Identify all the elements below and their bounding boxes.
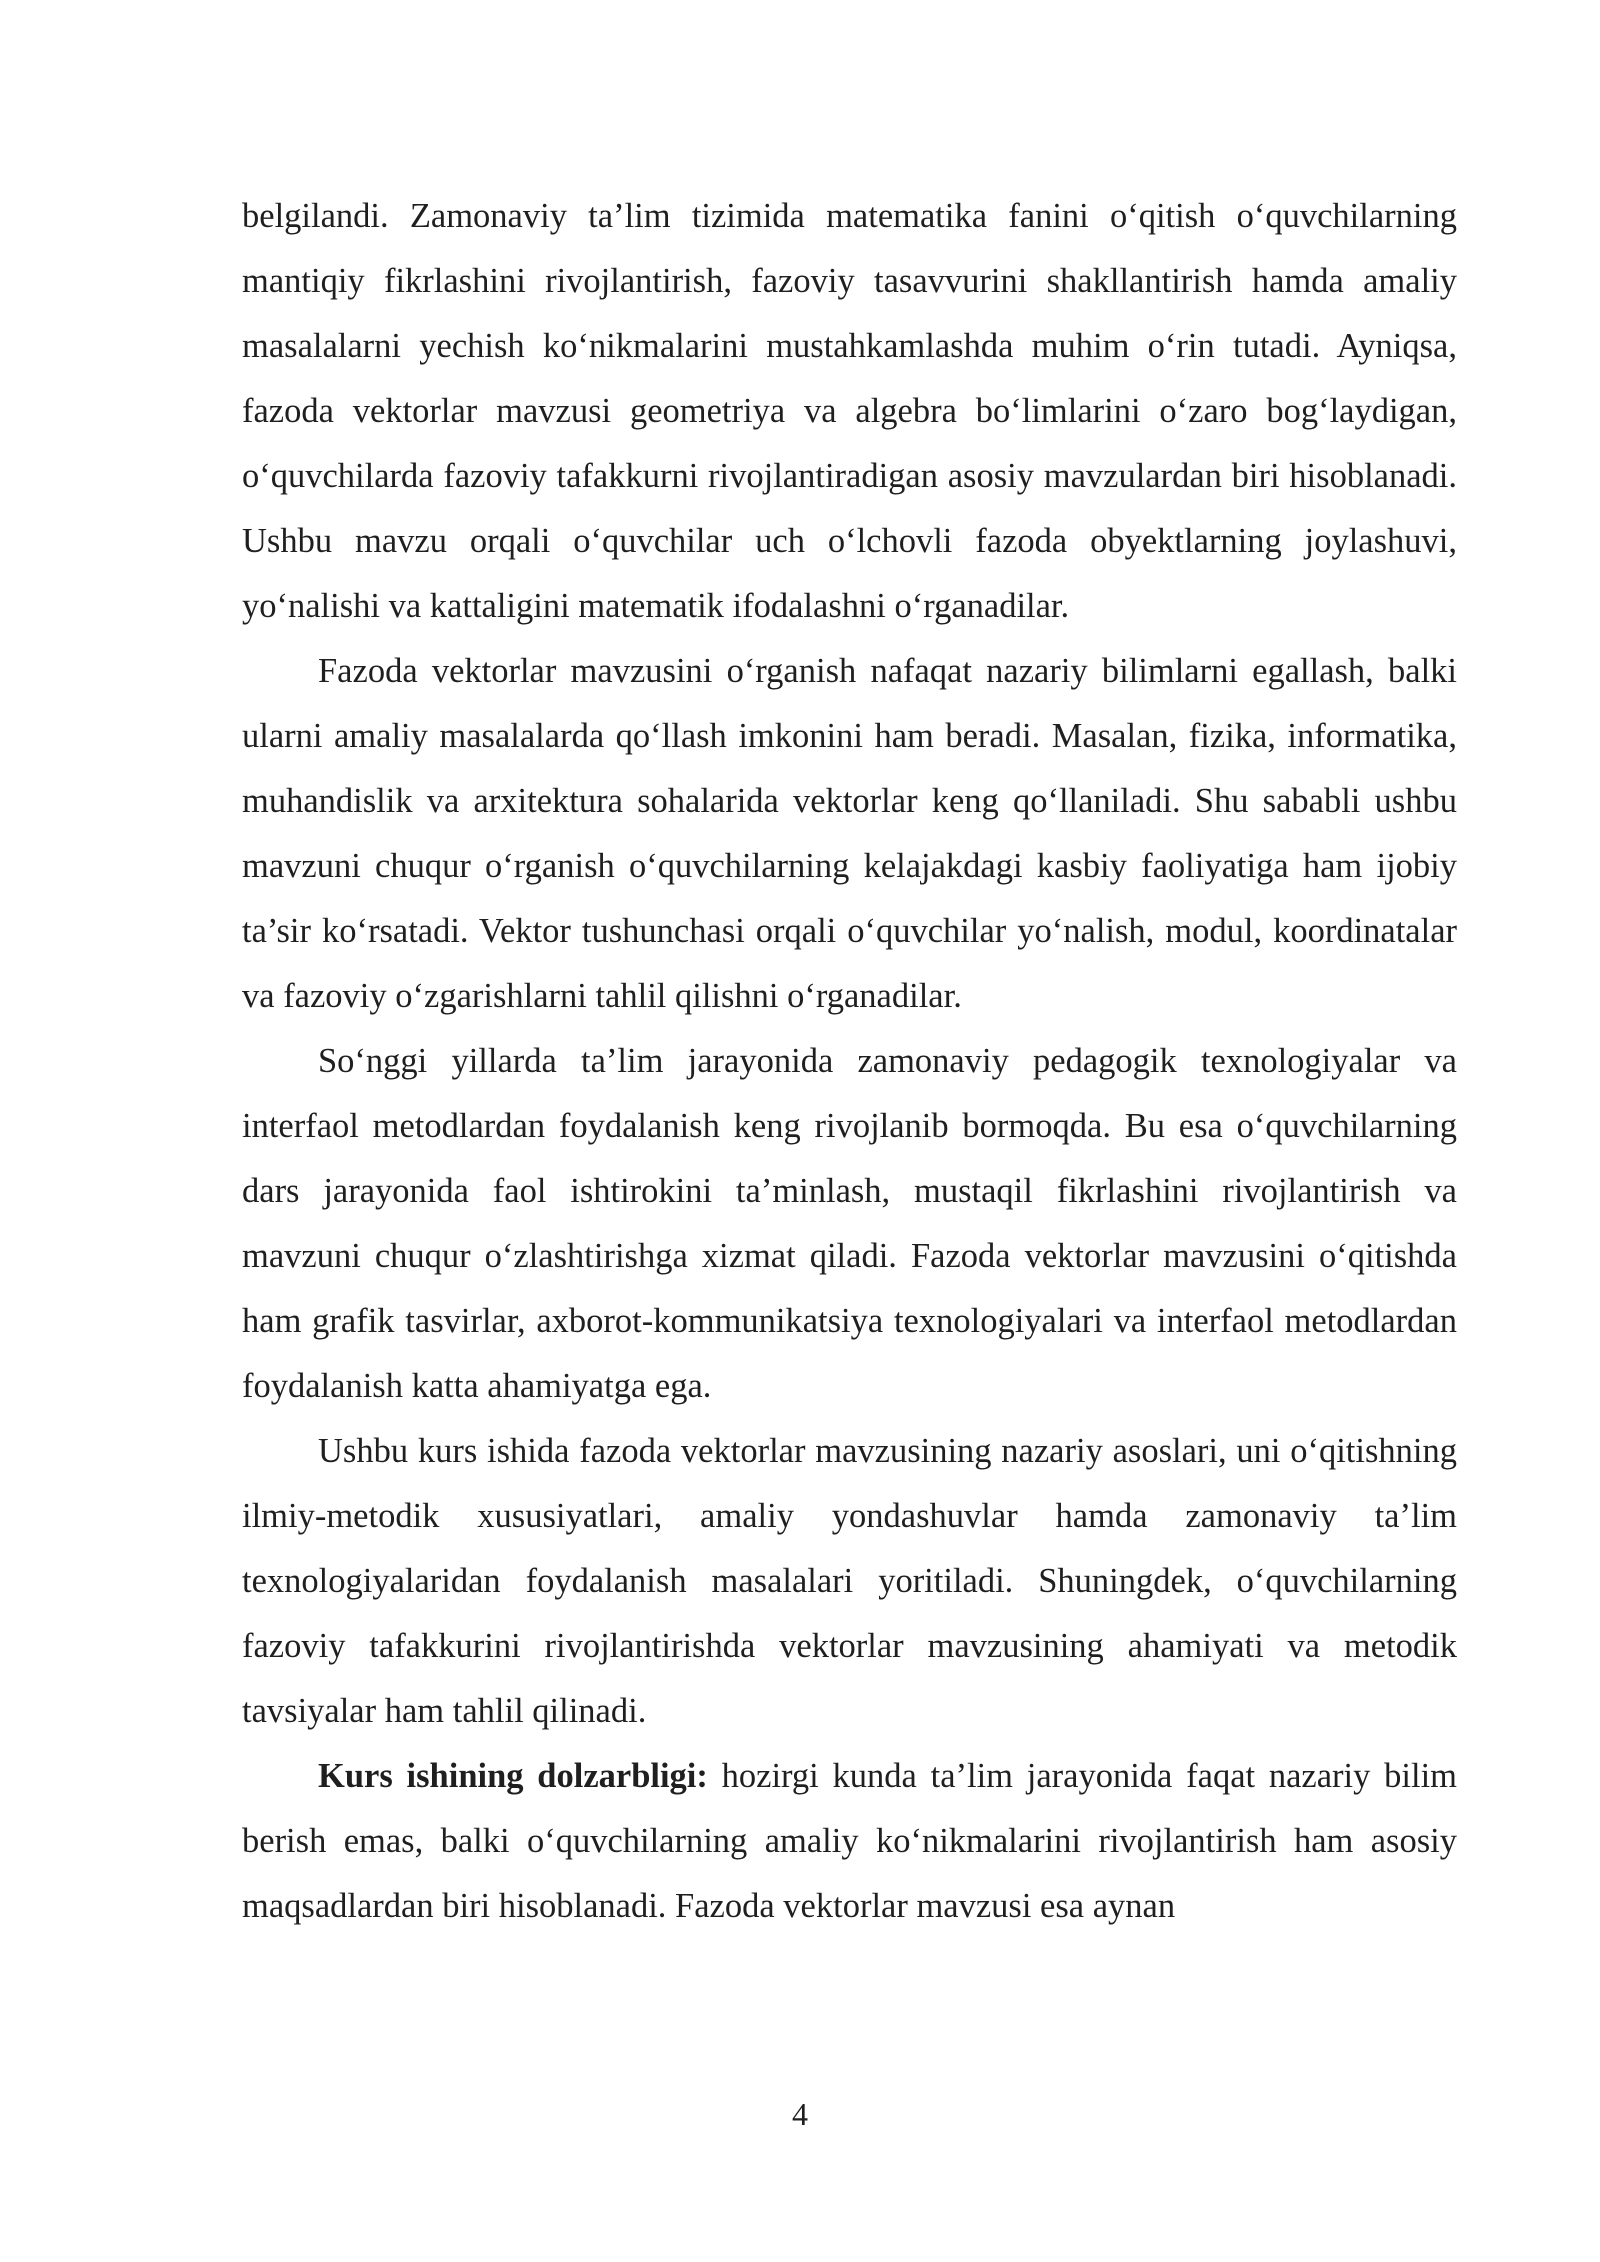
paragraph: Fazoda vektorlar mavzusini o‘rganish nafaqat nazariy bilimlarni egallash, balki ularni amaliy masalalarda qo‘llash imkonini ham beradi. Masalan, fizika, informatika, muhandislik va arxitektura sohalarida vektorlar keng qo‘llaniladi. Shu sababli ushbu mavzuni chuqur o‘rganish o‘quvchilarning kelajakdagi kasbiy faoliyatiga ham ijobiy ta’sir ko‘rsatadi. Vektor tushunchasi orqali o‘quvchilar yo‘nalish, modul, koordinatalar va fazoviy o‘zgarishlarni tahlil qilishni o‘rganadilar. bbox=[242, 652, 1457, 1015]
paragraph: Ushbu kurs ishida fazoda vektorlar mavzusining nazariy asoslari, uni o‘qitishning ilmiy-metodik xususiyatlari, amaliy yondashuvlar hamda zamonaviy ta’lim texnologiyalaridan foydalanish masalalari yoritiladi. Shuningdek, o‘quvchilarning fazoviy tafakkurini rivojlantirishda vektorlar mavzusining ahamiyati va metodik tavsiyalar ham tahlil qilinadi. bbox=[242, 1432, 1457, 1730]
paragraph-continuation: belgilandi. Zamonaviy ta’lim tizimida matematika fanini o‘qitish o‘quvchilarning mantiqiy fikrlashini rivojlantirish, fazoviy tasavvurini shakllantirish hamda amaliy masalalarni yechish ko‘nikmalarini mustahkamlashda muhim o‘rin tutadi. Ayniqsa, fazoda vektorlar mavzusi geometriya va algebra bo‘limlarini o‘zaro bog‘laydigan, o‘quvchilarda fazoviy tafakkurni rivojlantiradigan asosiy mavzulardan biri hisoblanadi. Ushbu mavzu orqali o‘quvchilar uch o‘lchovli fazoda obyektlarning joylashuvi, yo‘nalishi va kattaligini matematik ifodalashni o‘rganadilar. bbox=[242, 197, 1457, 625]
relevance-heading: Kurs ishining dolzarbligi: bbox=[318, 1757, 708, 1795]
paragraph: So‘nggi yillarda ta’lim jarayonida zamonaviy pedagogik texnologiyalar va interfaol metodlardan foydalanish keng rivojlanib bormoqda. Bu esa o‘quvchilarning dars jarayonida faol ishtirokini ta’minlash, mustaqil fikrlashini rivojlantirish va mavzuni chuqur o‘zlashtirishga xizmat qiladi. Fazoda vektorlar mavzusini o‘qitishda ham grafik tasvirlar, axborot-kommunikatsiya texnologiyalari va interfaol metodlardan foydalanish katta ahamiyatga ega. bbox=[242, 1042, 1457, 1405]
page-number: 4 bbox=[792, 2096, 808, 2132]
body-text bbox=[242, 184, 1457, 1939]
relevance-text: hozirgi kunda ta’lim jarayonida faqat nazariy bilim berish emas, balki o‘quvchilarning amaliy ko‘nikmalarini rivojlantirish ham asosiy maqsadlardan biri hisoblanadi. Fazoda vektorlar mavzusi esa aynan bbox=[242, 1757, 1457, 1925]
paragraph-relevance bbox=[242, 1744, 1457, 1939]
